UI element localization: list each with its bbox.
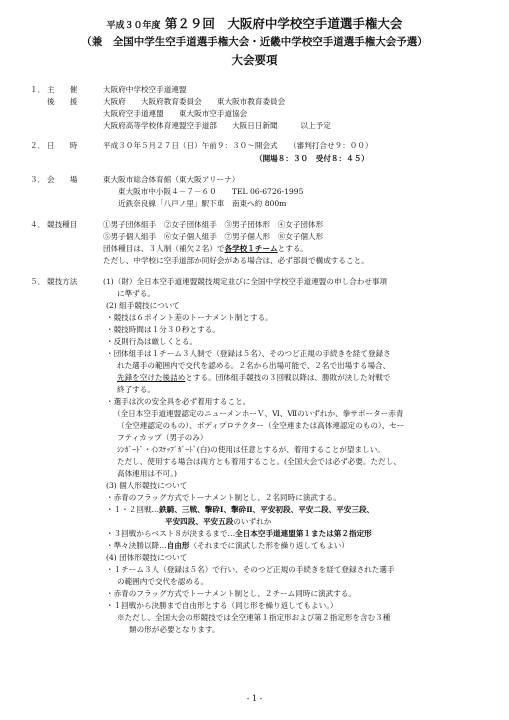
section-2-line: （開場８：３０ 受付８：４５）: [255, 154, 369, 163]
section-5-line: （全日本空手道連盟認定のニューメンホーＶ、Ⅵ、Ⅶのいずれか、拳サポーター赤青: [113, 409, 404, 418]
page-heading: 大会要項: [231, 53, 278, 67]
section-5-line: (3) 個人形競技について: [106, 481, 188, 490]
emphasis-text: 自由形: [166, 541, 190, 550]
text-run: ・３回戦からベスト８が決まるまで…: [106, 529, 236, 538]
section-5-line: ・競技は６ポイント差のトーナメント制とする。: [106, 313, 273, 322]
emphasis-text: 全日本空手道連盟第１または第２指定形: [235, 529, 372, 538]
section-5-line: 類の形が必要となります。: [129, 625, 220, 634]
section-5-line: れた選手の範囲内で交代を認める。２名から出場可能で、２名で出場する場合、: [117, 361, 391, 370]
emphasis-text: 先鋒を空けた後詰め: [117, 373, 186, 382]
section-2-line: 平成３０年５月２７日（日）午前９：３０～開会式 （審判打合せ９：００）: [103, 141, 373, 150]
section-5-number: ５．: [30, 277, 46, 286]
section-3-label: 会 場: [47, 175, 78, 184]
section-4-line: ①男子団体組手 ②女子団体組手 ③男子団体形 ④女子団体形: [103, 220, 324, 229]
section-5-line: ・競技時間は１分３０秒とする。: [106, 325, 220, 334]
section-5-line: ※ただし、全国大会の形競技では全空連第１指定形および第２指定形を含む３種: [117, 613, 391, 622]
section-5-line: (1)（財）全日本空手道連盟競技規定並びに全国中学校空手道連盟の申し合わせ事項: [103, 277, 388, 286]
section-5-line: ｼﾝｶﾞｰﾄﾞ・ｲﾝｽﾃｯﾌﾟｶﾞｰﾄﾞ(白)の使用は任意とするが、着用することが望ましい。: [117, 445, 385, 454]
section-4-line: ⑤男子個人組手 ⑥女子個人組手 ⑦男子個人形 ⑧女子個人形: [103, 232, 324, 241]
section-5-line: ・団体組手は１チーム３人制で（登録は５名）、そのつど正規の手続きを経て登録さ: [106, 349, 391, 358]
section-5-line: 終了する。: [117, 385, 155, 394]
section-4-label: 競技種目: [47, 220, 78, 229]
section-4-line: ただし、中学校に空手道部か同好会がある場合は、必ず部員で構成すること。: [103, 256, 369, 265]
title-year: 平成３０年度: [106, 21, 161, 31]
section-3-line: 近鉄奈良線「八戸ノ里」駅下車 南東へ約 800m: [118, 199, 287, 208]
section-3-line: 東大阪市中小阪４－７－６０ TEL 06-6726-1995: [118, 187, 304, 196]
text-run: 団体種目は、３人制（補欠２名）で: [103, 244, 225, 253]
section-1-label-host: 主 催: [47, 85, 78, 94]
section-4-number: ４．: [30, 220, 46, 229]
section-4-line: [103, 243, 308, 255]
text-run: ・１・２回戦…: [106, 505, 160, 514]
text-run: とする。: [277, 244, 309, 253]
section-5-line: （全空連認定のもの）、ボディプロテクター（全空連または高体連認定のもの）、セー: [117, 421, 405, 430]
page-subtitle: （兼 全国中学生空手道選手権大会・近畿中学校空手道選手権大会予選）: [81, 36, 428, 48]
title-main: 第２９回 大阪府中学校空手道選手権大会: [164, 16, 403, 31]
section-5-line: 高体連用は不可。): [117, 469, 177, 478]
emphasis-text: 平安四段、平安五段: [165, 517, 234, 526]
text-run: のいずれか: [233, 517, 272, 526]
section-1-label-support: 後 援: [47, 97, 78, 106]
section-5-line: [106, 528, 372, 540]
section-5-line: フティカップ（男子のみ）: [117, 433, 208, 442]
page-number: - 1 -: [246, 694, 263, 703]
section-5-line: [106, 540, 349, 552]
emphasis-text: 鉄騎、三戦、撃砕Ⅰ、撃砕Ⅱ、平安初段、平安二段、平安三段、: [159, 505, 375, 514]
section-1-line: 大阪府中学校空手道連盟: [103, 85, 187, 94]
section-5-line: ・選手は次の安全具を必ず着用すること。: [106, 397, 251, 406]
text-run: とする。団体組手競技の３回戦以降は、勝敗が決した対戦で: [185, 373, 391, 382]
section-5-line: ・１チーム３人（登録は５名）で行い、そのつど正規の手続きを経て登録された選手: [106, 565, 395, 574]
section-5-line: ・反則行為は厳しくとる。: [106, 337, 198, 346]
section-1-number: １．: [30, 85, 46, 94]
section-2-number: ２．: [30, 141, 46, 150]
emphasis-text: 各学校１チーム: [224, 244, 278, 253]
page-title: [0, 14, 509, 32]
section-5-line: (4) 団体形競技について: [106, 553, 188, 562]
section-1-line: 大阪府空手道連盟 東大阪市空手道協会: [103, 109, 248, 118]
section-5-line: の範囲内で交代を認める。: [117, 577, 209, 586]
section-1-line: 大阪府 大阪府教育委員会 東大阪市教育委員会: [103, 97, 286, 106]
section-3-number: ３．: [30, 175, 46, 184]
section-5-line: ・赤青のフラッグ方式でトーナメント制とし、２チーム同時に演武する。: [106, 589, 356, 598]
section-1-line: 大阪府高等学校体育連盟空手道部 大阪日日新聞 以上予定: [103, 121, 331, 130]
section-5-line: に準ずる。: [117, 289, 155, 298]
section-5-line: ・赤青のフラッグ方式でトーナメント制とし、２名同時に演武する。: [106, 493, 341, 502]
section-5-label: 競技方法: [47, 277, 78, 286]
text-run: ・準々決勝以降…: [106, 541, 167, 550]
text-run: （それまでに演武した形を繰り返してもよい）: [189, 541, 349, 550]
section-5-line: ただし、使用する場合は両方とも着用すること。(全国大会では必ず必要。ただし、: [117, 457, 401, 466]
section-5-line: [165, 516, 271, 528]
section-5-line: (2) 組手競技について: [106, 301, 180, 310]
section-5-line: ・１回戦から決勝まで自由形とする（同じ形を繰り返してもよい。）: [106, 601, 338, 610]
section-5-line: [106, 504, 374, 516]
section-3-line: 東大阪市総合体育館（東大阪アリーナ）: [103, 175, 240, 184]
section-5-line: [117, 372, 390, 384]
section-2-label: 日 時: [47, 141, 78, 150]
